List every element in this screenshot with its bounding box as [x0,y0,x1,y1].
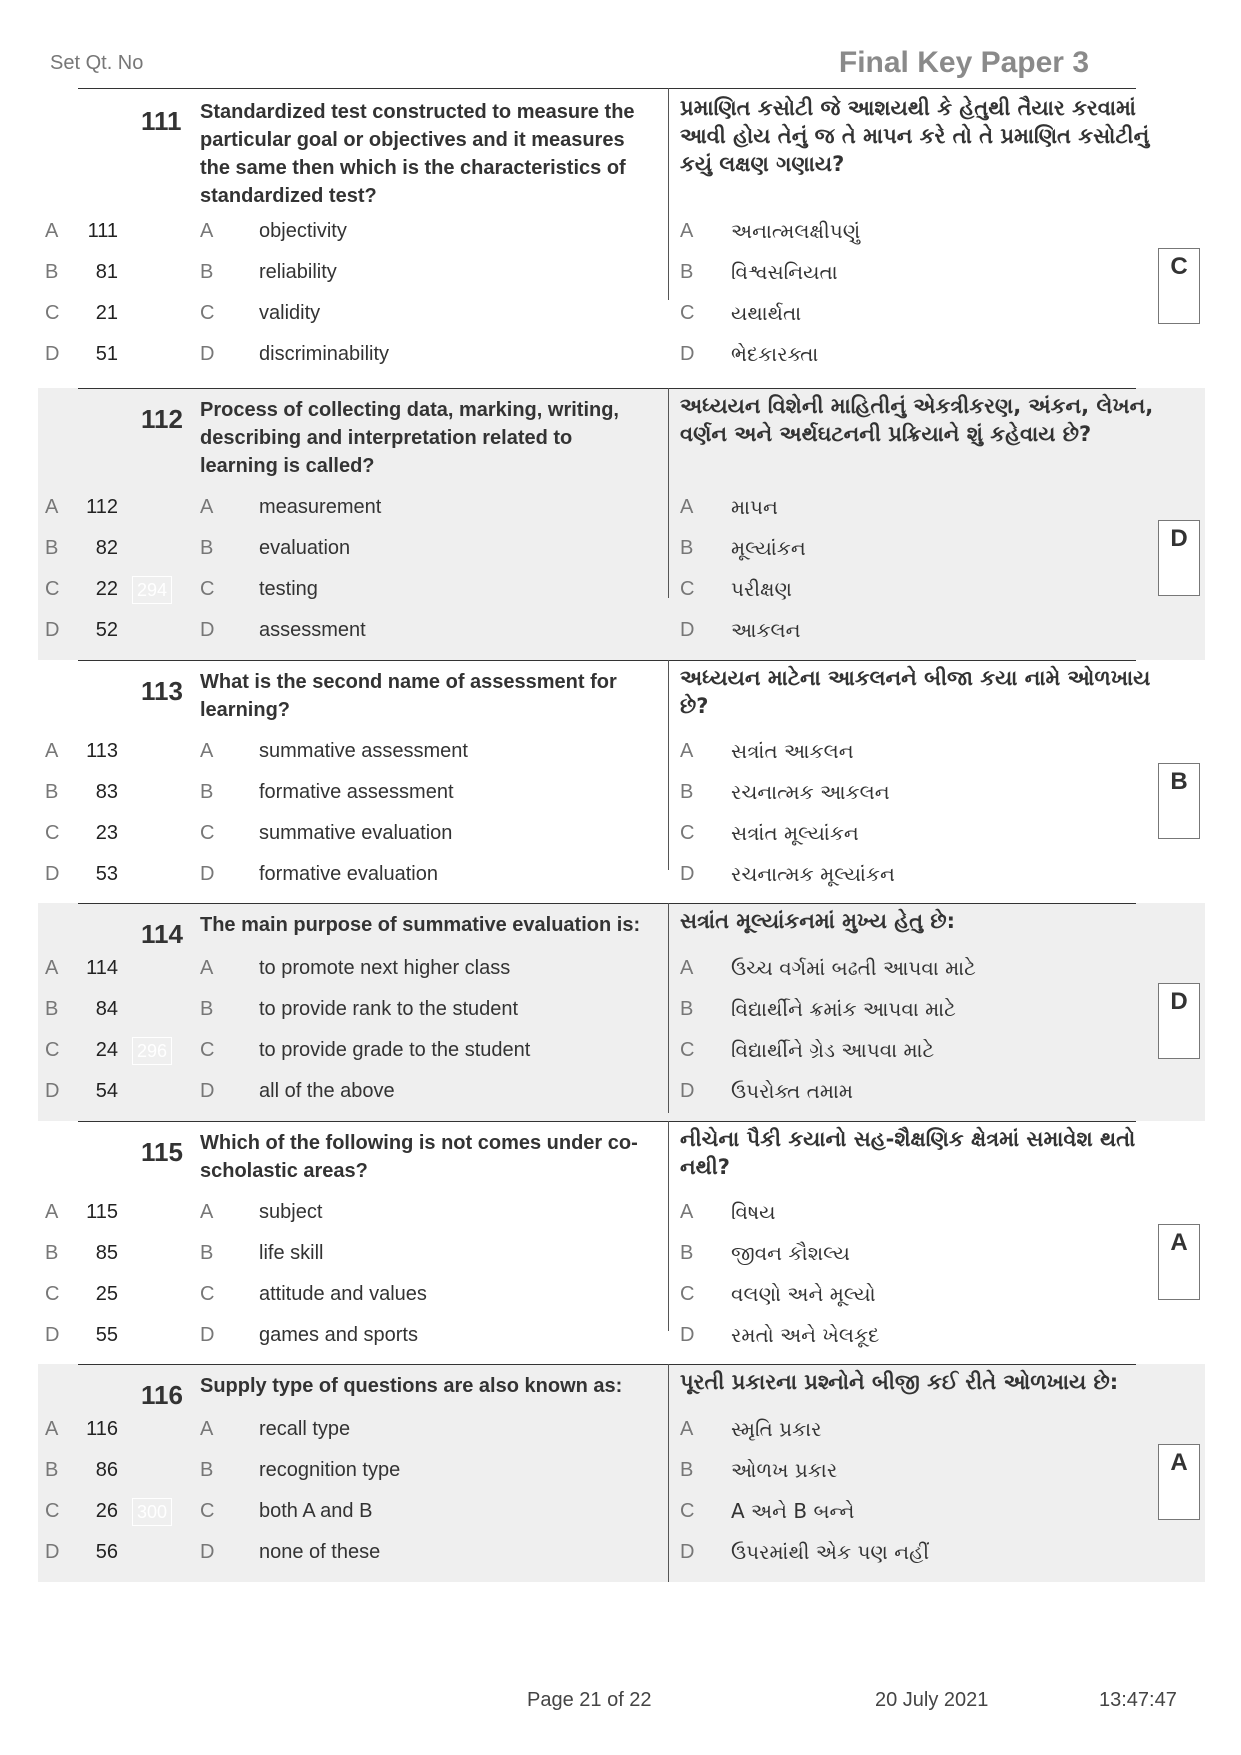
option-text-en: both A and B [259,1500,373,1522]
option-letter-gu: C [680,578,695,600]
option-letter-gu: A [680,957,694,979]
set-letter: A [45,740,59,762]
option-letter-gu: D [680,343,695,365]
option-row [38,1035,1205,1065]
option-text-gu: મૂલ્યાંકન [731,536,806,560]
set-letter: C [45,302,60,324]
option-text-gu: માપન [731,495,778,519]
divider [78,88,1136,89]
option-text-gu: વિષય [731,1200,776,1224]
set-letter: D [45,1324,60,1346]
answer-key-box: B [1158,763,1200,839]
option-row [38,574,1205,604]
set-letter: D [45,1080,60,1102]
set-question-number: 53 [95,863,118,885]
option-letter: D [200,343,215,365]
option-letter: C [200,822,215,844]
option-text-gu: સ્મૃતિ પ્રકાર [731,1417,822,1441]
option-letter: C [200,1283,215,1305]
option-text-gu: ભેદકારક્તા [731,342,819,366]
option-text-en: formative assessment [259,781,454,803]
option-row [38,1537,1205,1567]
set-letter: D [45,619,60,641]
question-block [38,388,1205,660]
option-letter: A [200,740,214,762]
option-letter-gu: B [680,1242,694,1264]
set-question-number: 81 [95,261,118,283]
option-row [38,859,1205,889]
option-text-en: summative assessment [259,740,468,762]
question-text-gu: પૂરતી પ્રકારના પ્રશ્નોને બીજી કઈ રીતે ઓળખાય છે: [680,1370,1119,1394]
set-question-number: 115 [86,1201,118,1223]
set-question-number: 54 [95,1080,118,1102]
answer-key-box: A [1158,1224,1200,1300]
page-title: Final Key Paper 3 [838,46,1089,79]
option-text-en: none of these [259,1541,381,1563]
option-letter-gu: D [680,863,695,885]
watermark-number: 294 [132,576,172,604]
option-row [38,736,1205,766]
set-question-number: 85 [95,1242,118,1264]
page-number: Page 21 of 22 [527,1689,652,1711]
option-text-gu: વલણો અને મૂલ્યો [731,1282,876,1306]
option-row [38,1076,1205,1106]
set-letter: C [45,1500,60,1522]
set-question-number: 22 [95,578,118,600]
option-row [38,777,1205,807]
set-letter: A [45,1201,59,1223]
option-text-en: to promote next higher class [259,957,511,979]
option-text-en: reliability [259,261,337,283]
answer-key-box: A [1158,1444,1200,1520]
option-letter: D [200,1080,215,1102]
option-letter-gu: C [680,822,695,844]
option-letter-gu: D [680,619,695,641]
set-letter: D [45,1541,60,1563]
answer-key-box: C [1158,248,1200,324]
question-number: 114 [141,919,183,949]
question-number: 113 [141,676,183,706]
question-text-en: The main purpose of summative evaluation is: [200,914,641,936]
option-text-gu: સત્રાંત મૂલ્યાંકન [731,821,859,845]
divider [78,388,1136,389]
set-question-number: 26 [95,1500,118,1522]
option-letter: B [200,1459,214,1481]
set-question-number: 24 [95,1039,118,1061]
option-text-en: recognition type [259,1459,401,1481]
set-question-number: 84 [95,998,118,1020]
set-letter: B [45,1459,59,1481]
option-letter: C [200,578,215,600]
question-number: 116 [141,1380,183,1410]
option-row [38,1197,1205,1227]
set-question-number: 55 [95,1324,118,1346]
set-letter: A [45,496,59,518]
set-letter: C [45,1283,60,1305]
question-text-gu: અધ્યયન વિશેની માહિતીનું એકત્રીકરણ, અંકન, લેખન, વર્ણન અને અર્થઘટનની પ્રક્રિયાને શું કહેવાય છે? [680,394,1154,446]
option-letter-gu: B [680,537,694,559]
option-row [38,1455,1205,1485]
option-text-en: assessment [259,619,366,641]
footer-time: 13:47:47 [1099,1689,1177,1711]
option-row [38,1279,1205,1309]
option-letter-gu: C [680,302,695,324]
option-letter: D [200,1324,215,1346]
option-text-gu: વિદ્યાર્થીને ક્રમાંક આપવા માટે [731,997,956,1021]
question-number: 112 [141,404,183,434]
option-row [38,257,1205,287]
option-row [38,615,1205,645]
option-text-en: objectivity [259,220,347,242]
option-text-en: subject [259,1201,323,1223]
option-letter: C [200,302,215,324]
option-text-gu: ઉપરોક્ત તમામ [731,1079,854,1103]
option-text-en: to provide rank to the student [259,998,519,1020]
option-letter-gu: D [680,1080,695,1102]
option-text-gu: પરીક્ષણ [731,577,792,601]
option-text-gu: જીવન કૌશલ્ય [731,1241,850,1265]
set-letter: A [45,957,59,979]
question-text-gu: અધ્યયન માટેના આકલનને બીજા કયા નામે ઓળખાય છે? [680,666,1151,718]
set-question-number: 113 [86,740,118,762]
option-letter: C [200,1500,215,1522]
option-row [38,994,1205,1024]
option-row [38,298,1205,328]
option-text-en: formative evaluation [259,863,438,885]
option-letter: B [200,261,214,283]
option-text-en: all of the above [259,1080,395,1102]
set-question-number: 114 [86,957,118,979]
option-letter: A [200,1418,214,1440]
option-letter-gu: B [680,261,694,283]
answer-key-box: D [1158,983,1200,1059]
set-question-number: 56 [95,1541,118,1563]
option-text-gu: રમતો અને ખેલકૂદ [731,1323,880,1347]
option-letter: B [200,1242,214,1264]
option-text-en: measurement [259,496,382,518]
option-letter: A [200,220,214,242]
divider [78,660,1136,661]
set-letter: D [45,343,60,365]
set-letter: C [45,1039,60,1061]
option-row [38,953,1205,983]
option-row [38,1238,1205,1268]
question-block [38,1364,1205,1582]
option-text-gu: રચનાત્મક આકલન [731,780,890,804]
option-letter-gu: A [680,496,694,518]
option-text-en: recall type [259,1418,351,1440]
option-row [38,1496,1205,1526]
question-block [38,1121,1205,1364]
set-question-number: 52 [95,619,118,641]
option-text-gu: A અને B બન્ને [731,1499,855,1523]
set-question-number: 25 [95,1283,118,1305]
option-text-gu: ઓળખ પ્રકાર [731,1458,838,1482]
question-text-gu: પ્રમાણિત કસોટી જે આશયથી કે હેતુથી તૈયાર કરવામાં આવી હોય તેનું જ તે માપન કરે તો તે પ્રમાણિત કસોટીનું કયું લક્ષણ ગણાય? [680,96,1150,176]
option-letter-gu: D [680,1541,695,1563]
option-letter-gu: C [680,1039,695,1061]
question-text-en: What is the second name of assessment for learning? [200,671,617,721]
divider [78,903,1136,904]
option-text-en: summative evaluation [259,822,453,844]
option-text-en: games and sports [259,1324,418,1346]
option-text-gu: અનાત્મલક્ષીપણું [731,219,861,243]
watermark-number: 300 [132,1498,172,1526]
option-text-gu: ઉપરમાંથી એક પણ નહીં [731,1540,930,1564]
option-row [38,492,1205,522]
set-qt-no-label: Set Qt. No [50,52,144,74]
option-letter: A [200,1201,214,1223]
option-letter: C [200,1039,215,1061]
option-letter: B [200,781,214,803]
question-text-en: Supply type of questions are also known as: [200,1375,623,1397]
option-letter-gu: B [680,781,694,803]
set-letter: A [45,220,59,242]
question-number: 111 [141,106,182,136]
watermark-number: 296 [132,1037,172,1065]
question-number: 115 [141,1137,183,1167]
footer-date: 20 July 2021 [875,1689,989,1711]
option-text-gu: સત્રાંત આકલન [731,739,854,763]
set-letter: B [45,261,59,283]
option-letter: A [200,957,214,979]
option-letter: A [200,496,214,518]
question-text-en: Process of collecting data, marking, writing, describing and interpretation related to learning is called? [200,399,619,477]
option-row [38,818,1205,848]
set-question-number: 23 [95,822,118,844]
question-text-en: Standardized test constructed to measure the particular goal or objectives and it measures the same then which is the characteristics of standardized test? [200,101,635,207]
option-text-gu: ઉચ્ચ વર્ગમાં બઢતી આપવા માટે [731,956,976,980]
set-question-number: 86 [95,1459,118,1481]
set-question-number: 82 [95,537,118,559]
option-letter-gu: A [680,220,694,242]
set-letter: B [45,781,59,803]
question-block [38,88,1205,388]
set-question-number: 51 [95,343,118,365]
option-letter-gu: A [680,740,694,762]
option-letter-gu: C [680,1500,695,1522]
option-row [38,1320,1205,1350]
set-letter: D [45,863,60,885]
option-row [38,1414,1205,1444]
answer-key-box: D [1158,520,1200,596]
divider [78,1364,1136,1365]
option-text-en: discriminability [259,343,390,365]
set-letter: B [45,537,59,559]
option-text-gu: યથાર્થતા [731,301,802,325]
option-letter-gu: C [680,1283,695,1305]
question-text-en: Which of the following is not comes under co-scholastic areas? [200,1132,638,1182]
question-block [38,903,1205,1121]
question-block [38,660,1205,903]
option-text-gu: રચનાત્મક મૂલ્યાંકન [731,862,895,886]
option-letter: B [200,537,214,559]
set-question-number: 116 [86,1418,118,1440]
option-letter-gu: A [680,1201,694,1223]
option-text-en: testing [259,578,318,600]
option-text-en: attitude and values [259,1283,427,1305]
option-letter-gu: D [680,1324,695,1346]
option-letter: B [200,998,214,1020]
option-row [38,533,1205,563]
set-letter: C [45,822,60,844]
option-letter: D [200,1541,215,1563]
option-text-gu: વિદ્યાર્થીને ગ્રેડ આપવા માટે [731,1038,935,1062]
option-text-en: validity [259,302,321,324]
question-text-gu: નીચેના પૈકી કયાનો સહ-શૈક્ષણિક ક્ષેત્રમાં સમાવેશ થતો નથી? [680,1127,1136,1179]
option-text-en: life skill [259,1242,324,1264]
option-letter: D [200,619,215,641]
option-letter: D [200,863,215,885]
set-question-number: 111 [87,220,118,242]
option-row [38,216,1205,246]
set-question-number: 21 [95,302,118,324]
set-letter: C [45,578,60,600]
option-text-gu: વિશ્વસનિયતા [731,260,838,284]
option-letter-gu: B [680,1459,694,1481]
option-text-en: to provide grade to the student [259,1039,531,1061]
set-question-number: 83 [95,781,118,803]
option-letter-gu: A [680,1418,694,1440]
option-row [38,339,1205,369]
option-letter-gu: B [680,998,694,1020]
option-text-gu: આકલન [731,618,801,642]
set-letter: A [45,1418,59,1440]
question-text-gu: સત્રાંત મૂલ્યાંકનમાં મુખ્ય હેતુ છે: [680,909,956,933]
set-letter: B [45,1242,59,1264]
option-text-en: evaluation [259,537,351,559]
set-question-number: 112 [86,496,118,518]
set-letter: B [45,998,59,1020]
divider [78,1121,1136,1122]
